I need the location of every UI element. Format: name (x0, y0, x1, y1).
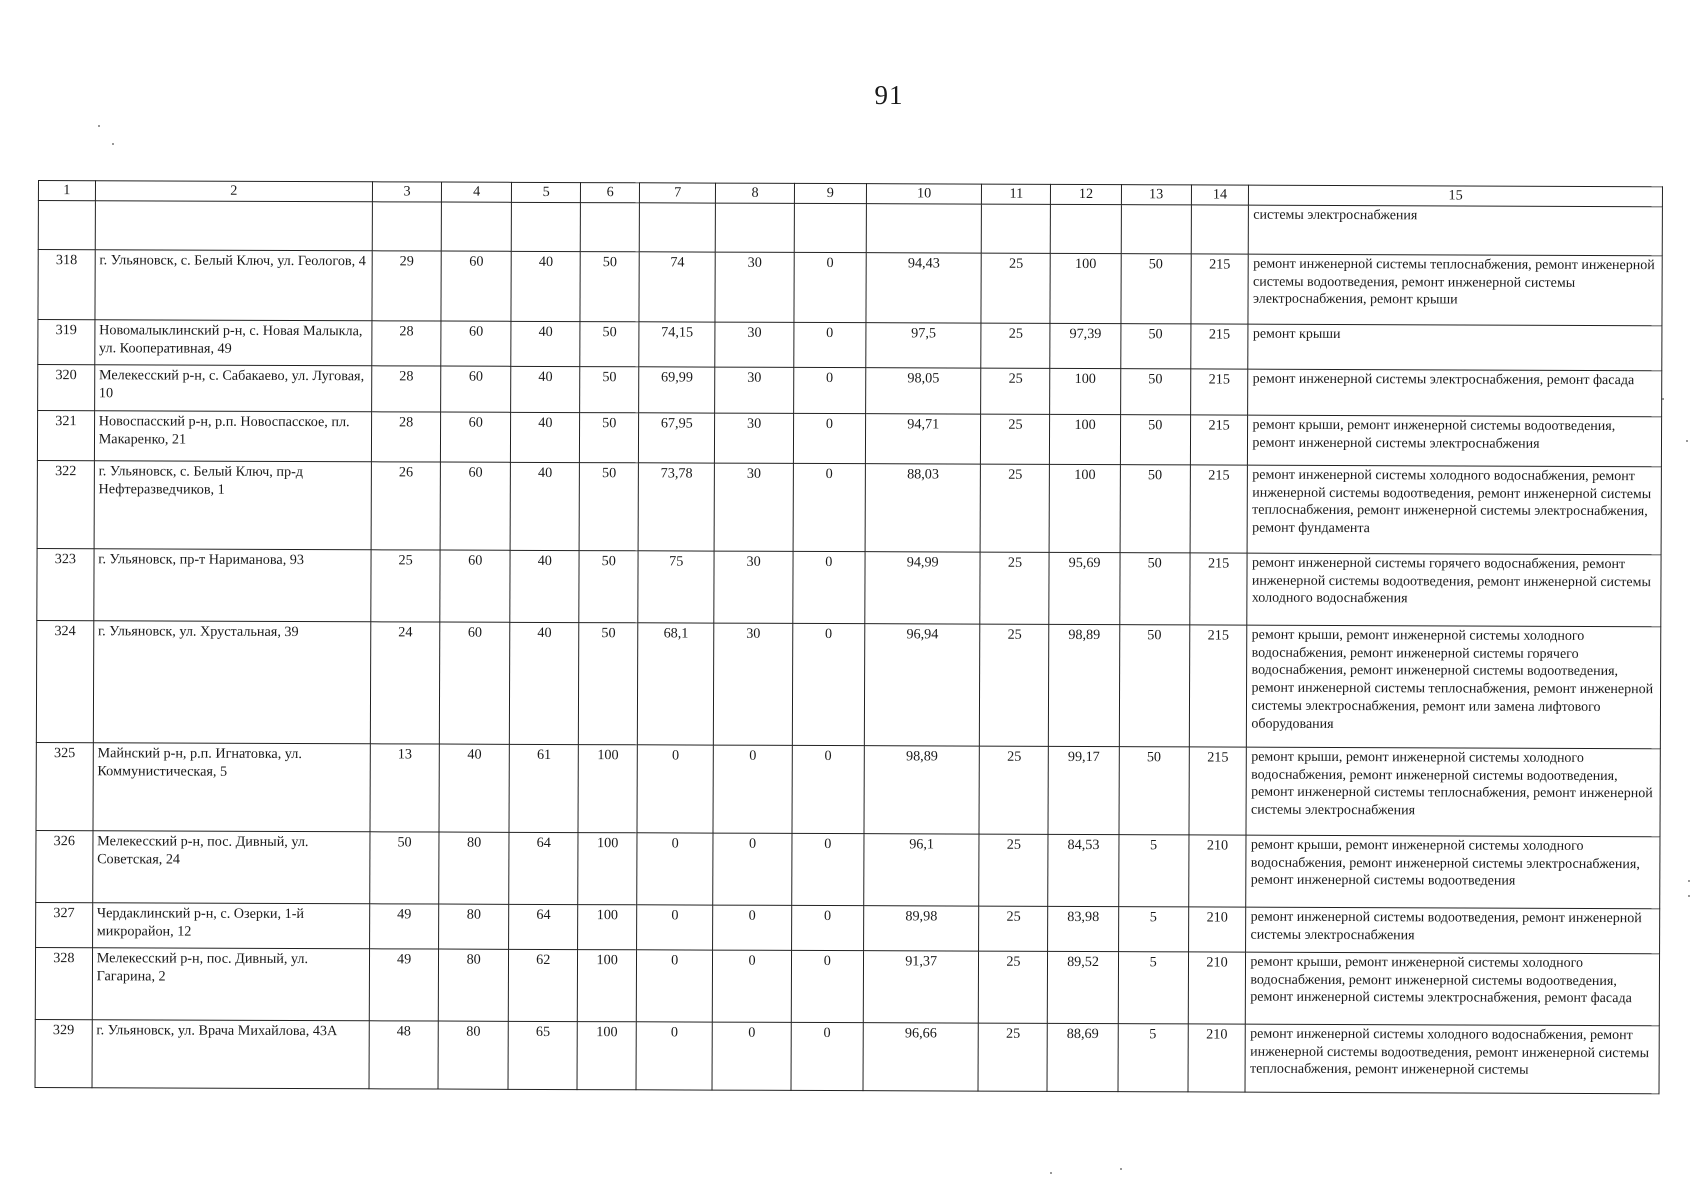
value-cell: 68,1 (637, 623, 714, 745)
table-row (38, 320, 1662, 371)
value-cell: 83,98 (1048, 906, 1118, 951)
row-number-cell: 329 (35, 1019, 92, 1087)
address-cell: Новомалыклинский р-н, с. Новая Малыкла, ул. Кооперативная, 49 (94, 320, 372, 366)
address-cell: г. Ульяновск, ул. Врача Михайлова, 43А (92, 1020, 370, 1089)
empty-cell (441, 202, 511, 251)
value-cell: 30 (714, 623, 793, 745)
scan-speck (1662, 398, 1664, 400)
value-cell: 49 (369, 949, 438, 1021)
value-cell: 13 (370, 744, 439, 832)
value-cell: 0 (713, 833, 792, 905)
value-cell: 94,99 (865, 552, 981, 624)
value-cell: 94,71 (865, 414, 981, 464)
value-cell: 0 (794, 322, 866, 367)
value-cell: 210 (1188, 1024, 1246, 1092)
value-cell: 50 (579, 551, 638, 623)
value-cell: 88,69 (1047, 1023, 1117, 1091)
address-cell: Мелекесский р-н, пос. Дивный, ул. Гагарина, 2 (92, 948, 370, 1021)
value-cell: 40 (510, 550, 579, 622)
value-cell: 100 (578, 950, 637, 1022)
value-cell: 0 (791, 905, 863, 950)
value-cell: 94,43 (866, 253, 982, 323)
value-cell: 50 (1120, 415, 1190, 465)
page-number: 91 (874, 80, 904, 110)
value-cell: 30 (715, 322, 794, 367)
value-cell: 100 (1050, 464, 1120, 552)
value-cell: 73,78 (638, 463, 715, 551)
value-cell: 100 (577, 1022, 636, 1090)
value-cell: 215 (1189, 747, 1247, 835)
value-cell: 100 (1050, 253, 1120, 323)
column-header: 10 (866, 184, 982, 204)
value-cell: 97,5 (866, 323, 982, 368)
value-cell: 25 (979, 951, 1048, 1023)
value-cell: 0 (792, 745, 865, 833)
value-cell: 24 (370, 622, 440, 744)
value-cell: 50 (1120, 465, 1190, 553)
value-cell: 29 (372, 251, 441, 321)
empty-cell (1051, 204, 1121, 253)
table-row (35, 947, 1659, 1025)
works-cell: ремонт крыши, ремонт инженерной системы холодного водоснабжения, ремонт инженерной системы горячего водоснабжения, ремонт инженерной системы водоотведения, ремонт инженерной системы теплоснабжения, ремонт инженерной системы электроснабжения, ремонт или замена лифтового оборудования (1247, 625, 1661, 749)
value-cell: 0 (791, 833, 863, 905)
value-cell: 0 (637, 833, 714, 905)
value-cell: 215 (1190, 553, 1248, 625)
value-cell: 95,69 (1049, 552, 1119, 624)
column-header: 8 (716, 183, 794, 203)
value-cell: 5 (1118, 952, 1188, 1024)
value-cell: 67,95 (639, 413, 715, 463)
works-cell: ремонт инженерной системы электроснабжения, ремонт фасада (1248, 369, 1662, 417)
value-cell: 210 (1188, 952, 1246, 1024)
value-cell: 30 (714, 551, 793, 623)
value-cell: 25 (981, 253, 1050, 323)
value-cell: 50 (579, 623, 638, 745)
value-cell: 30 (715, 252, 794, 322)
row-number-cell: 319 (38, 320, 95, 365)
value-cell: 50 (1119, 747, 1189, 835)
value-cell: 5 (1118, 907, 1188, 952)
value-cell: 60 (441, 366, 511, 412)
value-cell: 0 (793, 367, 865, 413)
carry-over-row (38, 201, 1662, 256)
column-header: 15 (1249, 185, 1663, 207)
value-cell: 50 (1121, 254, 1191, 324)
value-cell: 25 (980, 552, 1049, 624)
value-cell: 100 (1050, 368, 1120, 414)
works-cell: ремонт крыши (1248, 324, 1662, 371)
row-number-cell: 320 (38, 365, 95, 411)
value-cell: 48 (369, 1021, 438, 1089)
value-cell: 61 (509, 744, 578, 832)
value-cell: 0 (713, 745, 792, 833)
value-cell: 30 (715, 367, 794, 413)
table-row (37, 411, 1661, 467)
table-row (36, 742, 1660, 836)
empty-cell (511, 202, 580, 251)
empty-cell (794, 203, 866, 252)
row-number-cell: 323 (37, 548, 94, 620)
value-cell: 50 (370, 832, 439, 904)
table-row (37, 548, 1661, 626)
empty-cell (38, 201, 95, 250)
value-cell: 0 (713, 950, 792, 1022)
column-header: 2 (95, 181, 372, 202)
column-header: 3 (372, 182, 441, 202)
value-cell: 215 (1190, 369, 1248, 415)
value-cell: 89,98 (863, 906, 979, 951)
works-cell: ремонт крыши, ремонт инженерной системы холодного водоснабжения, ремонт инженерной системы водоотведения, ремонт инженерной системы теплоснабжения, ремонт инженерной системы электроснабжения (1246, 747, 1660, 837)
value-cell: 100 (578, 905, 637, 950)
value-cell: 0 (636, 1022, 713, 1090)
value-cell: 89,52 (1048, 951, 1118, 1023)
table-row (36, 830, 1660, 908)
works-cell: ремонт инженерной системы горячего водоснабжения, ремонт инженерной системы водоотведения, ремонт инженерной системы холодного водоснабжения (1247, 553, 1661, 627)
value-cell: 215 (1190, 465, 1248, 553)
value-cell: 5 (1118, 1024, 1188, 1092)
value-cell: 0 (793, 551, 865, 623)
value-cell: 0 (793, 413, 865, 463)
value-cell: 98,89 (864, 746, 980, 834)
table-row (38, 250, 1662, 326)
value-cell: 60 (440, 462, 510, 550)
empty-cell (581, 203, 640, 252)
value-cell: 25 (980, 464, 1049, 552)
empty-cell (866, 204, 982, 253)
value-cell: 0 (713, 905, 792, 950)
row-number-cell: 326 (36, 830, 93, 902)
value-cell: 96,66 (863, 1023, 979, 1091)
value-cell: 0 (636, 950, 713, 1022)
value-cell: 80 (438, 1021, 508, 1089)
value-cell: 74,15 (639, 322, 715, 367)
empty-cell (95, 201, 373, 251)
value-cell: 40 (511, 412, 580, 462)
value-cell: 0 (791, 950, 863, 1022)
value-cell: 96,1 (864, 834, 980, 906)
works-cell: ремонт инженерной системы холодного водоснабжения, ремонт инженерной системы водоотведения, ремонт инженерной системы теплоснабжения, ремонт инженерной системы (1245, 1024, 1659, 1094)
value-cell: 50 (580, 367, 639, 413)
value-cell: 28 (372, 321, 441, 366)
value-cell: 65 (508, 1021, 577, 1089)
value-cell: 97,39 (1050, 323, 1120, 368)
empty-cell (716, 203, 795, 252)
carry-over-works-cell: системы электроснабжения (1249, 205, 1663, 256)
value-cell: 69,99 (639, 367, 715, 413)
value-cell: 60 (441, 251, 511, 321)
value-cell: 40 (511, 321, 580, 366)
value-cell: 98,89 (1049, 624, 1120, 746)
value-cell: 60 (439, 622, 510, 744)
value-cell: 98,05 (866, 368, 982, 414)
row-number-cell: 327 (36, 902, 93, 947)
data-table-sheet (35, 180, 1663, 1094)
column-header: 7 (640, 183, 716, 203)
scan-speck (1688, 880, 1690, 882)
value-cell: 100 (1050, 414, 1120, 464)
row-number-cell: 318 (38, 250, 95, 320)
row-number-cell: 324 (36, 620, 93, 742)
value-cell: 28 (372, 366, 441, 412)
table-row (38, 365, 1662, 417)
value-cell: 50 (1120, 369, 1190, 415)
value-cell: 25 (980, 624, 1050, 746)
value-cell: 80 (438, 949, 508, 1021)
works-cell: ремонт крыши, ремонт инженерной системы водоотведения, ремонт инженерной системы электроснабжения (1248, 415, 1662, 467)
value-cell: 64 (509, 832, 578, 904)
works-cell: ремонт инженерной системы холодного водоснабжения, ремонт инженерной системы водоотведения, ремонт инженерной системы теплоснабжения, ремонт инженерной системы электроснабжения, ремонт фундамента (1248, 465, 1662, 555)
address-cell: Мелекесский р-н, с. Сабакаево, ул. Луговая, 10 (94, 365, 372, 412)
value-cell: 25 (979, 834, 1048, 906)
value-cell: 91,37 (863, 951, 979, 1023)
value-cell: 210 (1188, 835, 1246, 907)
value-cell: 30 (715, 413, 794, 463)
value-cell: 0 (637, 905, 713, 950)
value-cell: 0 (712, 1022, 791, 1090)
value-cell: 50 (580, 322, 639, 367)
address-cell: Мелекесский р-н, пос. Дивный, ул. Советская, 24 (92, 831, 370, 904)
empty-cell (372, 202, 441, 251)
value-cell: 50 (1119, 625, 1190, 747)
column-header: 1 (38, 181, 95, 201)
value-cell: 25 (979, 906, 1048, 951)
empty-cell (1191, 205, 1249, 254)
column-header: 12 (1051, 184, 1121, 204)
value-cell: 40 (510, 462, 579, 550)
table-row (36, 620, 1660, 748)
value-cell: 99,17 (1048, 746, 1118, 834)
address-cell: г. Ульяновск, с. Белый Ключ, пр-д Нефтеразведчиков, 1 (94, 461, 372, 550)
value-cell: 210 (1188, 907, 1246, 952)
value-cell: 40 (511, 251, 580, 321)
value-cell: 25 (981, 414, 1050, 464)
value-cell: 26 (371, 462, 440, 550)
value-cell: 75 (638, 551, 715, 623)
address-cell: г. Ульяновск, пр-т Нариманова, 93 (94, 549, 372, 622)
empty-cell (1121, 205, 1191, 254)
value-cell: 30 (714, 463, 793, 551)
value-cell: 0 (791, 1022, 863, 1090)
value-cell: 50 (1119, 553, 1189, 625)
value-cell: 0 (637, 745, 714, 833)
value-cell: 25 (981, 323, 1050, 368)
value-cell: 50 (579, 463, 638, 551)
value-cell: 25 (981, 368, 1050, 414)
value-cell: 28 (371, 412, 440, 462)
value-cell: 0 (792, 623, 865, 745)
value-cell: 64 (509, 904, 578, 949)
scan-speck (112, 143, 114, 145)
value-cell: 215 (1190, 415, 1248, 465)
table-row (37, 460, 1661, 554)
column-header: 14 (1191, 185, 1249, 205)
scan-speck (1050, 1172, 1052, 1174)
value-cell: 0 (794, 252, 866, 322)
address-cell: г. Ульяновск, ул. Хрустальная, 39 (93, 621, 371, 744)
empty-cell (982, 204, 1051, 253)
column-header: 9 (794, 183, 866, 203)
column-header: 5 (512, 182, 581, 202)
value-cell: 80 (439, 832, 509, 904)
value-cell: 74 (639, 252, 716, 322)
works-cell: ремонт инженерной системы теплоснабжения, ремонт инженерной системы водоотведения, ремонт инженерной системы электроснабжения, ремонт крыши (1248, 254, 1662, 326)
value-cell: 40 (510, 622, 580, 744)
works-cell: ремонт инженерной системы водоотведения, ремонт инженерной системы электроснабжения (1246, 907, 1660, 954)
address-cell: Чердаклинский р-н, с. Озерки, 1-й микрорайон, 12 (92, 903, 370, 949)
value-cell: 100 (578, 833, 637, 905)
column-header: 11 (982, 184, 1051, 204)
value-cell: 88,03 (865, 464, 981, 552)
value-cell: 84,53 (1048, 834, 1118, 906)
works-cell: ремонт крыши, ремонт инженерной системы холодного водоснабжения, ремонт инженерной системы водоотведения, ремонт инженерной системы электроснабжения, ремонт фасада (1246, 952, 1660, 1026)
value-cell: 215 (1189, 625, 1247, 747)
row-number-cell: 328 (35, 947, 92, 1019)
value-cell: 50 (580, 413, 639, 463)
value-cell: 215 (1191, 254, 1249, 324)
empty-cell (639, 203, 715, 252)
address-cell: Майнский р-н, р.п. Игнатовка, ул. Коммунистическая, 5 (93, 743, 371, 832)
value-cell: 49 (370, 904, 439, 949)
value-cell: 50 (580, 252, 639, 322)
value-cell: 0 (793, 463, 866, 551)
row-number-cell: 325 (36, 742, 93, 830)
column-header: 13 (1121, 185, 1191, 205)
value-cell: 100 (578, 745, 637, 833)
value-cell: 40 (439, 744, 509, 832)
value-cell: 215 (1190, 324, 1248, 369)
table-row (36, 902, 1660, 953)
value-cell: 96,94 (864, 624, 980, 746)
row-number-cell: 322 (37, 460, 94, 548)
value-cell: 40 (511, 366, 580, 412)
scan-speck (1688, 895, 1690, 897)
value-cell: 50 (1120, 324, 1190, 369)
value-cell: 25 (371, 550, 440, 622)
address-cell: Новоспасский р-н, р.п. Новоспасское, пл. Макаренко, 21 (94, 411, 372, 462)
value-cell: 60 (441, 412, 511, 462)
column-header: 4 (442, 182, 512, 202)
value-cell: 60 (441, 321, 511, 366)
table-row (35, 1019, 1659, 1093)
address-cell: г. Ульяновск, с. Белый Ключ, ул. Геологов, 4 (95, 250, 373, 321)
value-cell: 62 (509, 949, 578, 1021)
column-header: 6 (581, 183, 640, 203)
value-cell: 80 (439, 904, 509, 949)
scan-speck (1120, 1168, 1122, 1170)
scan-speck (98, 125, 100, 127)
row-number-cell: 321 (37, 411, 94, 461)
value-cell: 60 (440, 550, 510, 622)
data-table (35, 180, 1663, 1094)
value-cell: 25 (979, 746, 1048, 834)
works-cell: ремонт крыши, ремонт инженерной системы холодного водоснабжения, ремонт инженерной системы электроснабжения, ремонт инженерной системы водоотведения (1246, 835, 1660, 909)
value-cell: 5 (1118, 835, 1188, 907)
scan-speck (1686, 440, 1688, 442)
value-cell: 25 (978, 1023, 1047, 1091)
